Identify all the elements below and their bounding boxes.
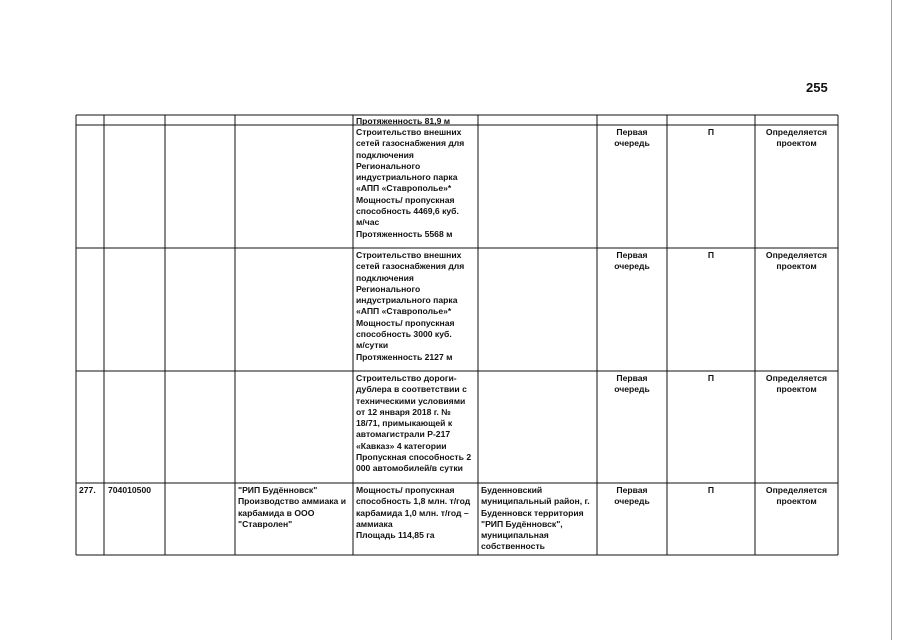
cell-desc-row-4 — [356, 373, 476, 475]
cell-line: муниципальный район, г. — [481, 496, 590, 507]
cell-line: 277. — [79, 485, 96, 495]
cell-line: Протяженность 81,9 м — [356, 116, 451, 126]
cell-line: собственность — [481, 541, 545, 552]
cell-line: Мощность/ пропускная — [356, 317, 455, 328]
cell-line: "Ставролен" — [238, 518, 293, 529]
cell-line: «АПП «Ставрополье»* — [356, 306, 452, 317]
cell-line: Буденновский — [481, 485, 543, 495]
cell-num-row-5 — [79, 485, 103, 496]
cell-line: аммиака — [356, 518, 393, 529]
cell-line: П — [707, 485, 715, 495]
cell-note-row-5 — [755, 485, 838, 508]
cell-line: индустриального парка — [356, 295, 458, 306]
cell-line: сетей газоснабжения для — [356, 138, 465, 149]
cell-stage-row-5 — [597, 485, 667, 508]
cell-line: проектом — [776, 261, 817, 272]
cell-line: Регионального — [356, 160, 421, 171]
cell-line: Определяется — [765, 250, 828, 260]
cell-line: Протяженность 2127 м — [356, 351, 453, 362]
cell-line: Пропускная способность 2 — [356, 452, 472, 463]
cell-line: способность 1,8 млн. т/год — [356, 496, 471, 507]
cell-line: Строительство внешних — [356, 127, 462, 137]
cell-note-row-3 — [755, 250, 838, 273]
cell-line: от 12 января 2018 г. № — [356, 406, 451, 417]
page-number: 255 — [806, 80, 828, 95]
cell-note-row-2 — [755, 127, 838, 150]
cell-note-row-4 — [755, 373, 838, 396]
cell-line: очередь — [614, 138, 650, 149]
cell-location-row-5 — [481, 485, 595, 553]
cell-line: м/сутки — [356, 340, 389, 351]
cell-line: Буденновск территория — [481, 507, 584, 518]
cell-line: карбамида в ООО — [238, 507, 315, 518]
cell-stage-row-2 — [597, 127, 667, 150]
cell-line: м/час — [356, 217, 380, 228]
cell-line: муниципальная — [481, 530, 549, 541]
cell-line: способность 4469,6 куб. — [356, 206, 459, 217]
cell-line: Первая — [616, 373, 648, 383]
cell-desc-row-1 — [356, 116, 476, 127]
cell-line: П — [707, 373, 715, 383]
cell-code-row-5 — [667, 485, 755, 496]
cell-stage-row-4 — [597, 373, 667, 396]
cell-line: Регионального — [356, 283, 421, 294]
cell-desc-row-5 — [356, 485, 476, 541]
cell-line: очередь — [614, 384, 650, 395]
cell-line: Первая — [616, 250, 648, 260]
cell-name-row-5 — [238, 485, 351, 530]
cell-line: карбамида 1,0 млн. т/год – — [356, 507, 469, 518]
cell-line: Первая — [616, 485, 648, 495]
cell-code-row-3 — [667, 250, 755, 261]
cell-desc-row-2 — [356, 127, 476, 240]
cell-line: способность 3000 куб. — [356, 329, 452, 340]
cell-line: проектом — [776, 496, 817, 507]
cell-line: П — [707, 250, 715, 260]
cell-line: Определяется — [765, 373, 828, 383]
cell-line: Площадь 114,85 га — [356, 530, 435, 541]
cell-id-row-5 — [108, 485, 163, 496]
cell-desc-row-3 — [356, 250, 476, 363]
cell-line: 704010500 — [108, 485, 152, 495]
cell-line: автомагистрали Р-217 — [356, 429, 451, 440]
cell-line: "РИП Будённовск", — [481, 518, 563, 529]
cell-line: Производство аммиака и — [238, 496, 346, 507]
cell-line: Мощность/ пропускная — [356, 194, 455, 205]
cell-line: дублера в соответствии с — [356, 384, 467, 395]
cell-line: проектом — [776, 384, 817, 395]
cell-line: "РИП Будённовск" — [238, 485, 318, 495]
cell-line: Мощность/ пропускная — [356, 485, 455, 495]
cell-stage-row-3 — [597, 250, 667, 273]
cell-line: Строительство внешних — [356, 250, 462, 260]
cell-line: техническими условиями — [356, 395, 466, 406]
cell-line: 000 автомобилей/в сутки — [356, 463, 463, 474]
cell-line: Протяженность 5568 м — [356, 228, 453, 239]
cell-line: Определяется — [765, 127, 828, 137]
cell-line: 18/71, примыкающей к — [356, 418, 453, 429]
cell-line: подключения — [356, 149, 414, 160]
cell-line: Строительство дороги- — [356, 373, 457, 383]
cell-line: П — [707, 127, 715, 137]
cell-line: сетей газоснабжения для — [356, 261, 465, 272]
cell-code-row-4 — [667, 373, 755, 384]
cell-line: индустриального парка — [356, 172, 458, 183]
cell-line: очередь — [614, 261, 650, 272]
cell-line: «АПП «Ставрополье»* — [356, 183, 452, 194]
cell-line: «Кавказ» 4 категории — [356, 440, 447, 451]
cell-line: проектом — [776, 138, 817, 149]
cell-line: Определяется — [765, 485, 828, 495]
cell-line: подключения — [356, 272, 414, 283]
cell-code-row-2 — [667, 127, 755, 138]
cell-line: очередь — [614, 496, 650, 507]
cell-line: Первая — [616, 127, 648, 137]
